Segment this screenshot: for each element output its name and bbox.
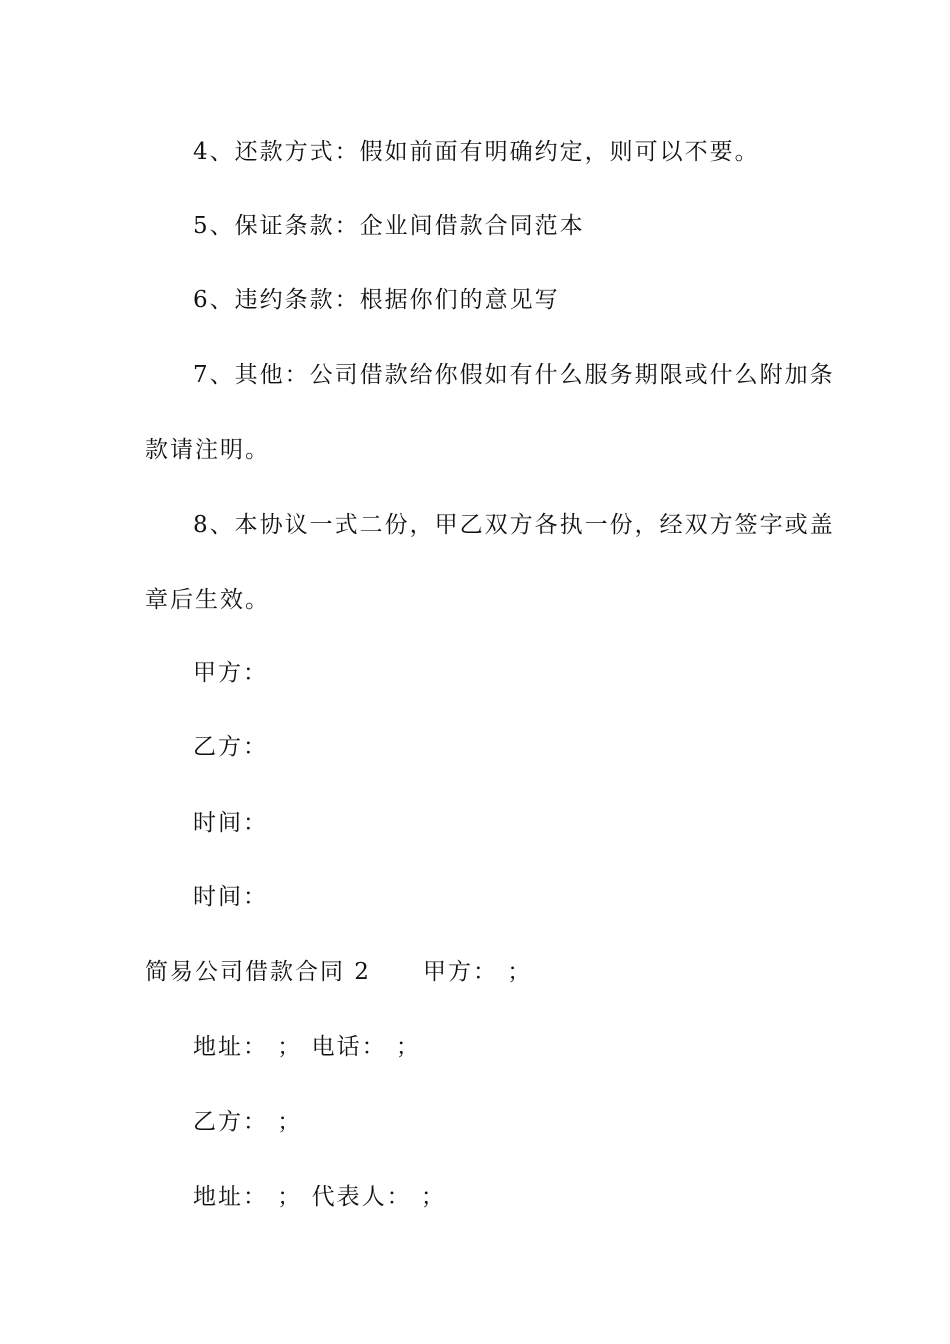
signature-time-1: 时间： <box>193 810 268 836</box>
signature-time-2: 时间： <box>193 884 268 910</box>
clause-other-line2: 款请注明。 <box>145 437 270 463</box>
clause-breach: 6、违约条款：根据你们的意见写 <box>193 287 560 313</box>
clause-other-line1: 7、其他：公司借款给你假如有什么服务期限或什么附加条 <box>193 362 835 388</box>
clause-copies-line1: 8、本协议一式二份，甲乙双方各执一份，经双方签字或盖 <box>193 512 835 538</box>
party-b-address-representative: 地址： ； 代表人： ； <box>193 1184 446 1210</box>
section-2-party-b: 乙方： ； <box>193 1109 303 1135</box>
clause-repayment: 4、还款方式：假如前面有明确约定，则可以不要。 <box>193 139 760 165</box>
section-2-heading-row <box>145 957 532 987</box>
party-a-address-phone: 地址： ； 电话： ； <box>193 1034 421 1060</box>
clause-copies-line2: 章后生效。 <box>145 587 270 613</box>
clause-guarantee: 5、保证条款：企业间借款合同范本 <box>193 213 585 239</box>
signature-party-b: 乙方： <box>193 734 268 760</box>
signature-party-a: 甲方： <box>193 660 268 686</box>
section-2-title: 简易公司借款合同 2 <box>145 959 371 985</box>
section-2-party-a: 甲方： ； <box>422 959 533 985</box>
